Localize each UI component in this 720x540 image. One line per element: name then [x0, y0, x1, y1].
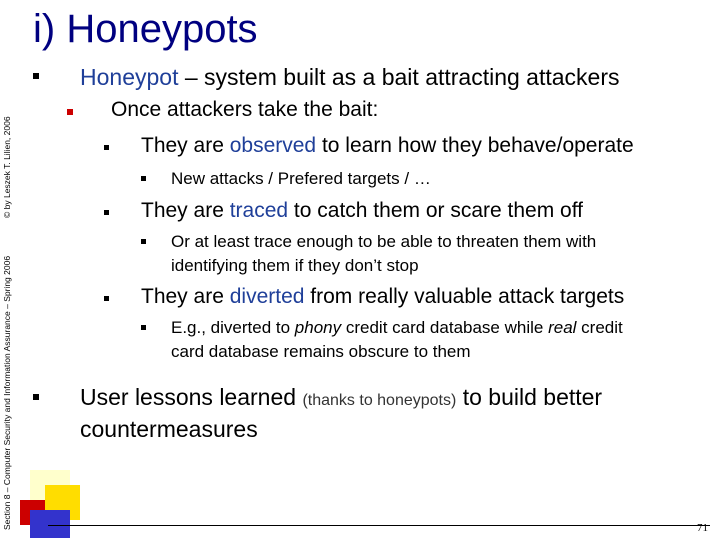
definition-text: – system built as a bait attracting attackers: [178, 64, 620, 90]
bullet-honeypot-definition: [80, 63, 620, 91]
bullet-square-icon: [141, 325, 146, 330]
highlight-diverted: diverted: [229, 285, 305, 308]
italic-phony: phony: [294, 318, 342, 337]
text-line-1: Or at least trace enough to be able to threaten them with: [171, 232, 597, 251]
bullet-new-attacks: New attacks / Prefered targets / …: [171, 169, 431, 188]
italic-real: real: [548, 318, 577, 337]
bullet-square-icon: [67, 109, 73, 115]
bullet-trace-enough: [171, 230, 596, 278]
bullet-lessons-learned: [80, 383, 602, 443]
paren-note: (thanks to honeypots): [302, 392, 457, 409]
bullet-square-icon: [33, 394, 39, 400]
text-line-1: [80, 383, 602, 415]
text-pre: They are: [141, 285, 230, 308]
text-pre: They are: [141, 134, 230, 157]
slide-title: i) Honeypots: [33, 7, 258, 51]
text-post: credit: [576, 318, 623, 337]
text-post: to build better: [456, 384, 603, 410]
bullet-square-icon: [104, 145, 109, 150]
bullet-traced: [141, 198, 583, 224]
text-post: from really valuable attack targets: [304, 285, 625, 308]
highlight-observed: observed: [229, 134, 317, 157]
copyright-label: © by Leszek T. Lilien, 2006: [2, 116, 12, 218]
bullet-square-icon: [104, 210, 109, 215]
text-pre: User lessons learned: [80, 384, 303, 410]
text-post: to catch them or scare them off: [288, 199, 584, 222]
bullet-diverted: [141, 284, 624, 310]
text-line-1: [171, 316, 623, 340]
bullet-square-icon: [33, 73, 39, 79]
term-honeypot: Honeypot: [80, 64, 179, 90]
footer-divider: [48, 525, 710, 526]
decor-square-blue: [30, 510, 70, 538]
page-number: 71: [697, 522, 708, 534]
bullet-phony-db: [171, 316, 623, 364]
bullet-observed: [141, 133, 634, 159]
course-label: Section 8 – Computer Security and Information Assurance – Spring 2006: [2, 255, 12, 530]
text-mid: credit card database while: [341, 318, 549, 337]
bullet-take-bait: Once attackers take the bait:: [111, 98, 379, 121]
text-post: to learn how they behave/operate: [316, 134, 634, 157]
bullet-square-icon: [141, 176, 146, 181]
text-pre: E.g., diverted to: [171, 318, 295, 337]
text-pre: They are: [141, 199, 230, 222]
text-line-2: identifying them if they don’t stop: [171, 256, 419, 275]
text-line-2: card database remains obscure to them: [171, 342, 471, 361]
text-line-2: countermeasures: [80, 416, 258, 442]
bullet-square-icon: [104, 296, 109, 301]
bullet-square-icon: [141, 239, 146, 244]
highlight-traced: traced: [229, 199, 289, 222]
